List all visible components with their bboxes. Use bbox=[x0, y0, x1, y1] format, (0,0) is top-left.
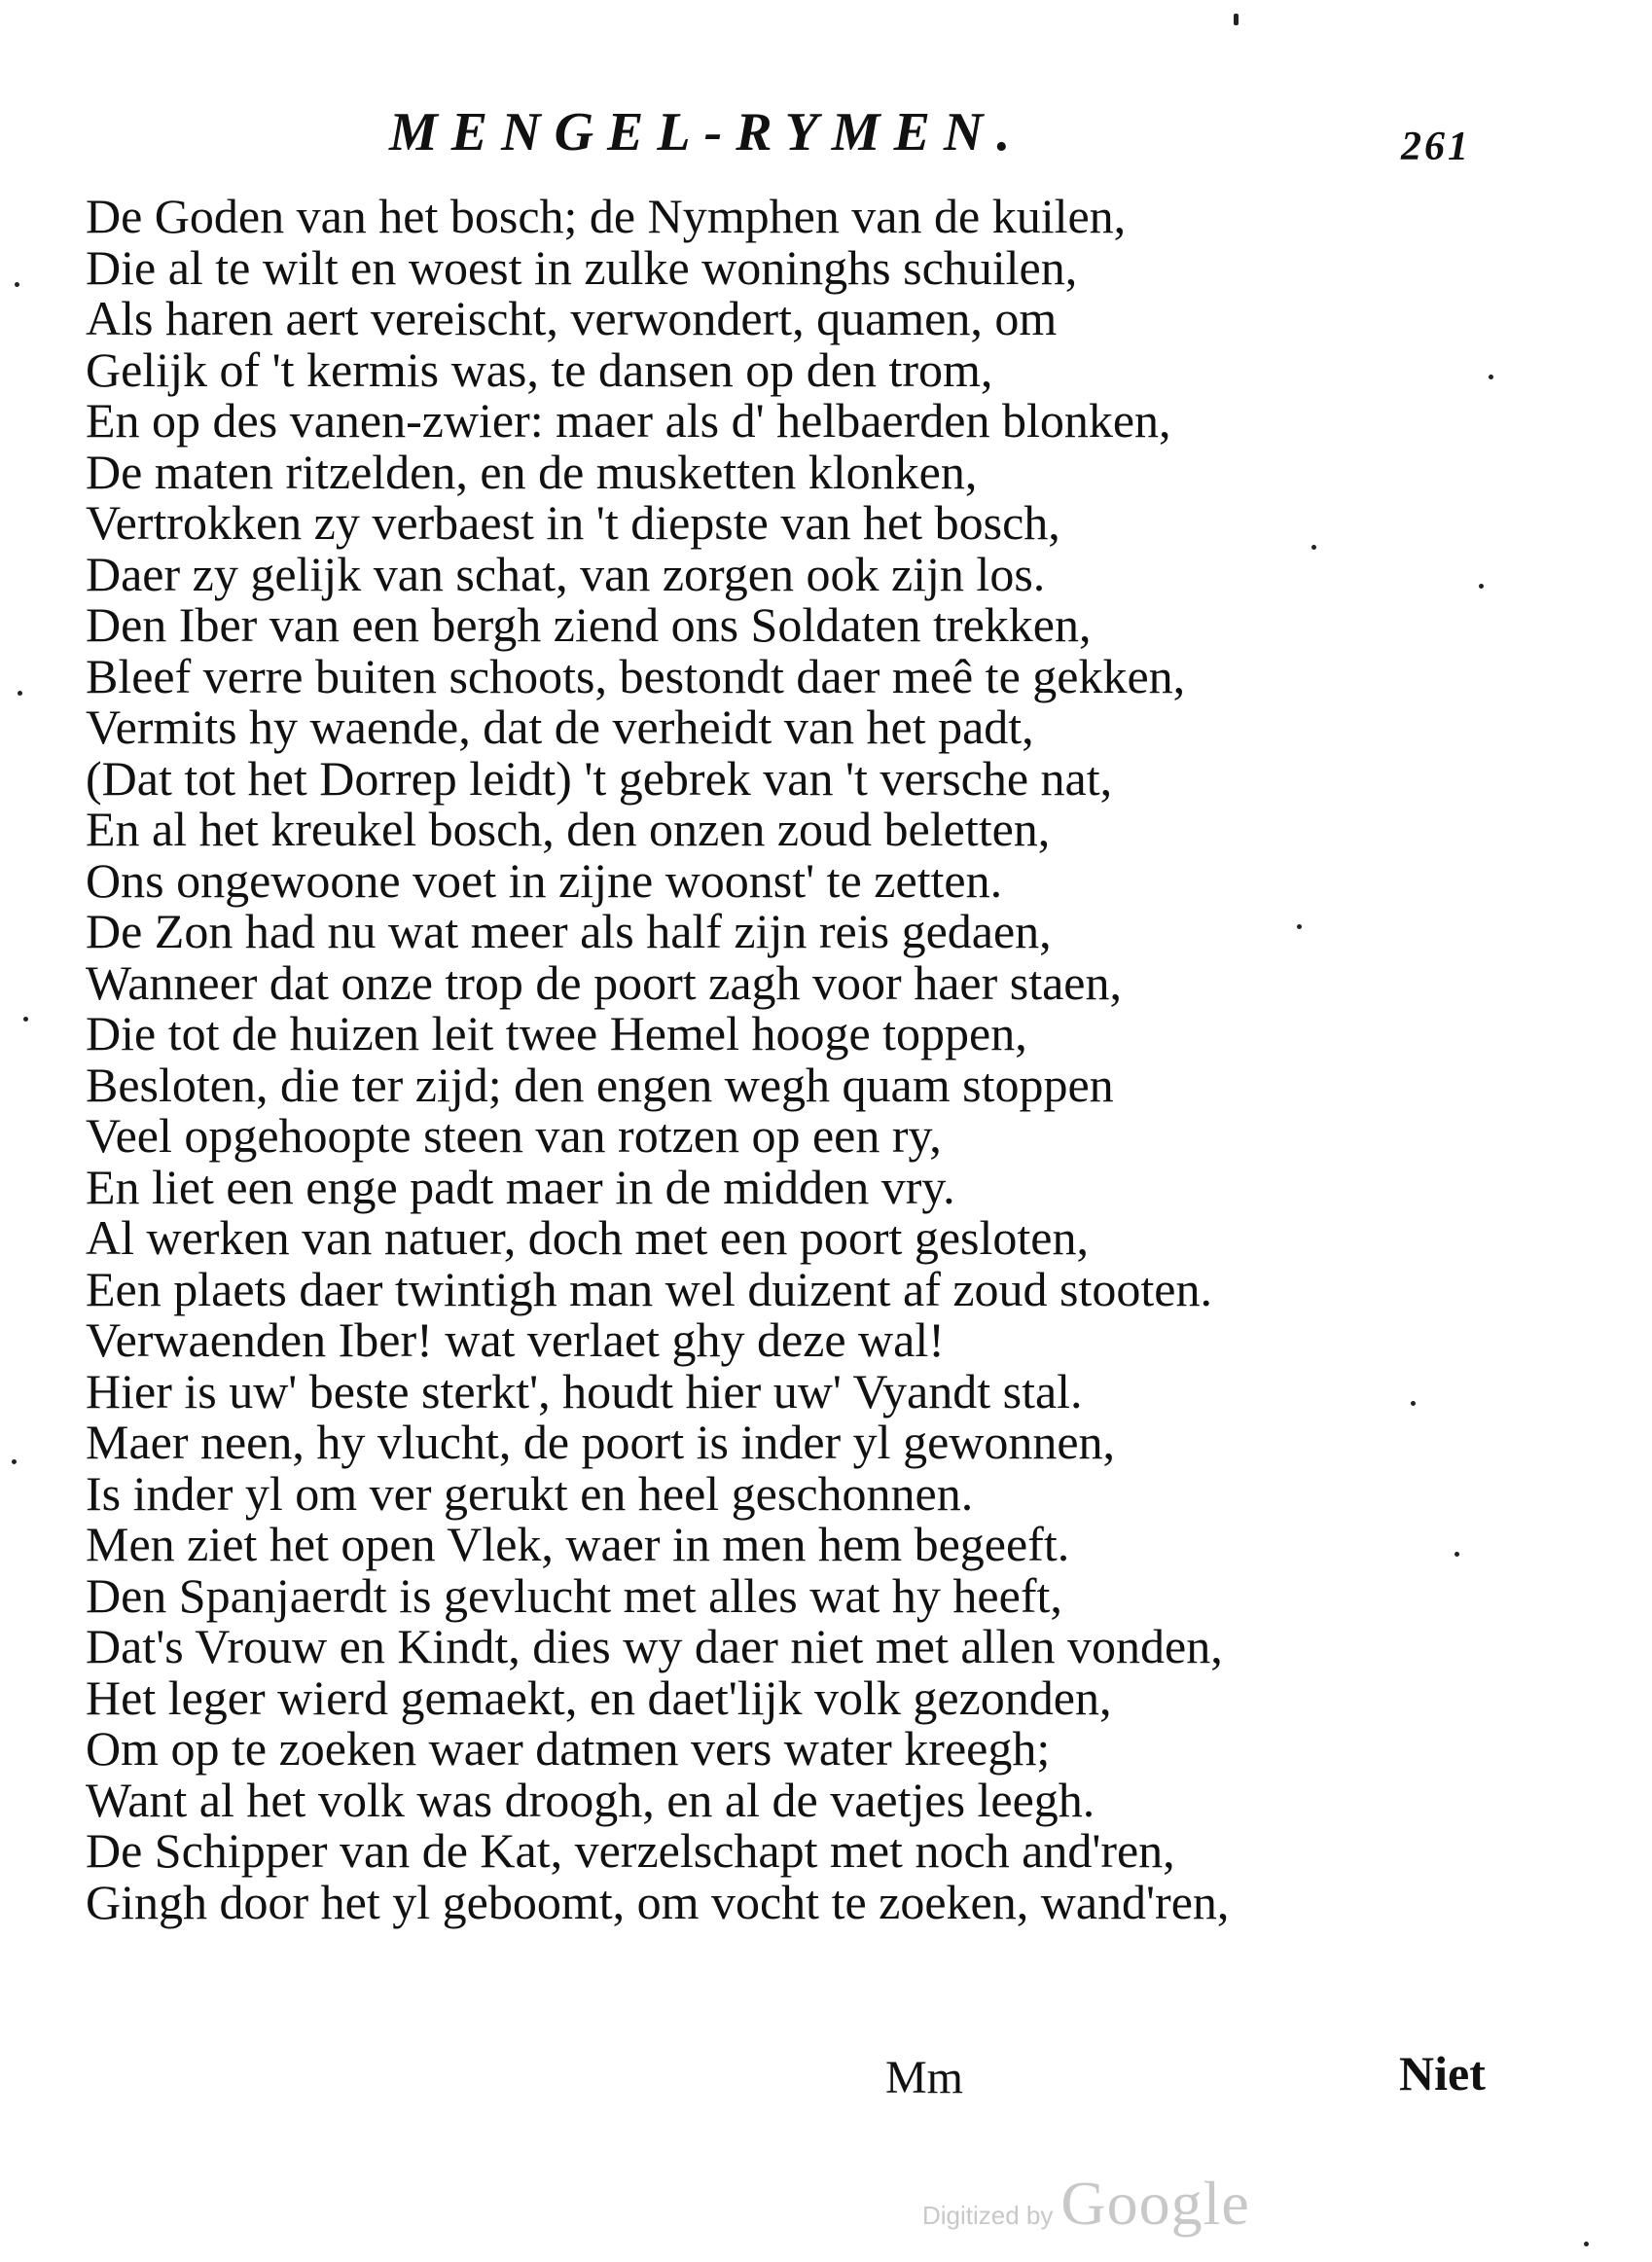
ink-speck bbox=[1489, 375, 1493, 379]
signature-mark: Mm bbox=[885, 2052, 964, 2103]
verse-line: Maer neen, hy vlucht, de poort is inder yl gewonnen, bbox=[86, 1415, 1116, 1469]
ink-speck bbox=[1311, 545, 1316, 550]
verse-line: Die tot de huizen leit twee Hemel hooge toppen, bbox=[86, 1006, 1027, 1060]
verse-line: Wanneer dat onze trop de poort zagh voor haer staen, bbox=[86, 954, 1122, 1010]
verse-block bbox=[86, 191, 1545, 1927]
verse-line: De maten ritzelden, en de musketten klonken, bbox=[86, 444, 978, 499]
verse-line: De Zon had nu wat meer als half zijn reis gedaen, bbox=[86, 904, 1052, 958]
running-head: MENGEL-RYMEN. bbox=[389, 102, 1024, 162]
ink-speck bbox=[1411, 1401, 1416, 1406]
verse-line: Een plaets daer twintigh man wel duizent af zoud stooten. bbox=[86, 1261, 1212, 1316]
digitization-watermark bbox=[922, 2168, 1250, 2240]
ink-speck bbox=[1297, 924, 1302, 929]
verse-line: Veel opgehoopte steen van rotzen op een ry, bbox=[86, 1108, 942, 1163]
page-number: 261 bbox=[1401, 125, 1471, 169]
verse-line: Want al het volk was droogh, en al de vaetjes leegh. bbox=[86, 1772, 1095, 1827]
verse-line: Die al te wilt en woest in zulke woninghs schuilen, bbox=[86, 239, 1078, 295]
verse-line: De Schipper van de Kat, verzelschapt met noch and'ren, bbox=[86, 1823, 1175, 1878]
watermark-prefix: Digitized by bbox=[922, 2201, 1054, 2230]
verse-line: Vertrokken zy verbaest in 't diepste van het bosch, bbox=[86, 495, 1060, 550]
verse-line: Al werken van natuer, doch met een poort gesloten, bbox=[86, 1210, 1089, 1265]
verse-line: Vermits hy waende, dat de verheidt van het padt, bbox=[86, 700, 1034, 754]
catchword: Niet bbox=[1399, 2046, 1486, 2100]
ink-speck bbox=[1454, 1552, 1459, 1557]
verse-line: Hier is uw' beste sterkt', houdt hier uw' Vyandt stal. bbox=[86, 1363, 1083, 1418]
verse-line: Gingh door het yl geboomt, om vocht te zoeken, wand'ren, bbox=[86, 1874, 1230, 1929]
verse-line: Men ziet het open Vlek, waer in men hem begeeft. bbox=[86, 1517, 1070, 1571]
verse-line: De Goden van het bosch; de Nymphen van de kuilen, bbox=[86, 189, 1127, 243]
verse-line: Den Spanjaerdt is gevlucht met alles wat hy heeft, bbox=[86, 1567, 1062, 1623]
verse-line: Om op te zoeken waer datmen vers water kreegh; bbox=[86, 1721, 1051, 1776]
verse-line: Dat's Vrouw en Kindt, dies wy daer niet met allen vonden, bbox=[86, 1619, 1223, 1673]
verse-line: Als haren aert vereischt, verwondert, quamen, om bbox=[86, 291, 1058, 345]
verse-line: Het leger wierd gemaekt, en daet'lijk volk gezonden, bbox=[86, 1670, 1112, 1725]
ink-speck bbox=[12, 1459, 17, 1464]
verse-line: Is inder yl om ver gerukt en heel geschonnen. bbox=[86, 1465, 974, 1521]
verse-line: Gelijk of 't kermis was, te dansen op den trom, bbox=[86, 341, 993, 397]
ink-speck bbox=[1584, 2242, 1589, 2246]
verse-line: (Dat tot het Dorrep leidt) 't gebrek van 't versche nat, bbox=[86, 750, 1113, 806]
watermark-logo: Google bbox=[1060, 2169, 1250, 2238]
verse-line: Ons ongewoone voet in zijne woonst' te zetten. bbox=[86, 852, 1003, 908]
ink-speck bbox=[15, 282, 19, 287]
verse-line: Daer zy gelijk van schat, van zorgen ook zijn los. bbox=[86, 546, 1046, 601]
verse-line: Bleef verre buiten schoots, bestondt daer meê te gekken, bbox=[86, 648, 1186, 703]
verse-line: Den Iber van een bergh ziend ons Soldaten trekken, bbox=[86, 597, 1092, 652]
ink-speck bbox=[1479, 584, 1484, 589]
verse-line: Besloten, die ter zijd; den engen wegh quam stoppen bbox=[86, 1057, 1114, 1112]
verse-line: Verwaenden Iber! wat verlaet ghy deze wal! bbox=[86, 1312, 945, 1367]
ink-speck bbox=[18, 691, 22, 696]
ink-speck bbox=[1234, 14, 1239, 25]
verse-line: En op des vanen-zwier: maer als d' helbaerden blonken, bbox=[86, 393, 1171, 448]
ink-speck bbox=[23, 1017, 28, 1022]
verse-line: En al het kreukel bosch, den onzen zoud beletten, bbox=[86, 802, 1051, 856]
verse-line: En liet een enge padt maer in de midden vry. bbox=[86, 1159, 955, 1214]
